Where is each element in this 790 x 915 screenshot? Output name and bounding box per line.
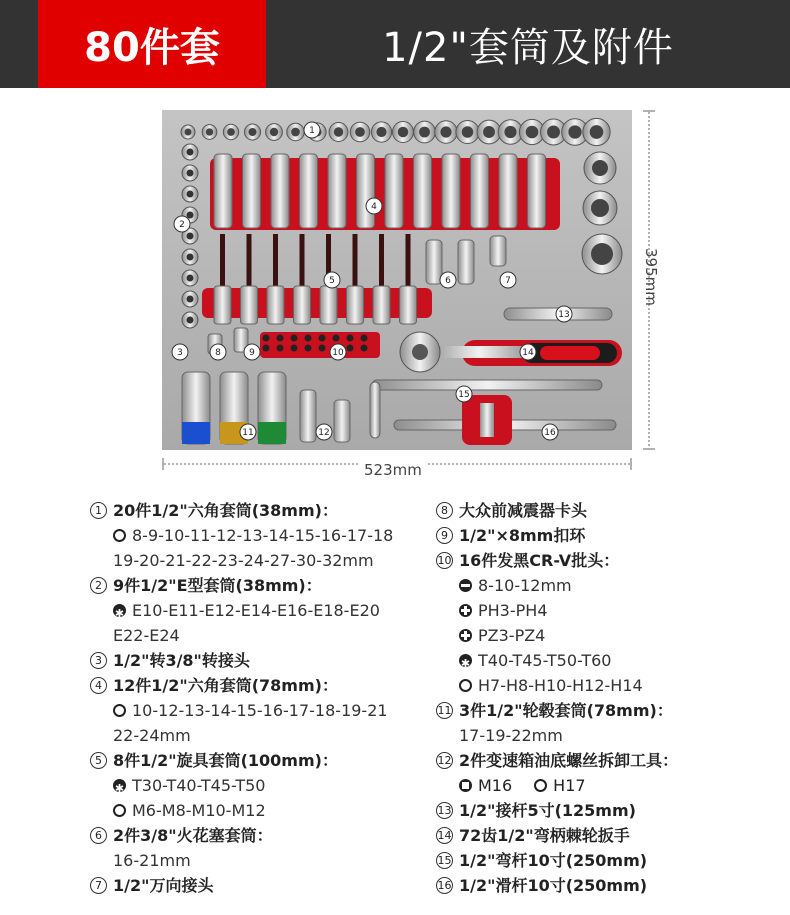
- hex-ring-icon: [459, 679, 472, 692]
- item-number: 10: [437, 554, 452, 567]
- item-number: 12: [437, 754, 452, 767]
- tray-callout: [542, 424, 558, 440]
- list-item: [90, 673, 420, 698]
- tray-callout: [556, 306, 572, 322]
- hex-ring-icon: [534, 779, 547, 792]
- parts-list-right: [436, 498, 776, 898]
- item-number: 15: [437, 854, 452, 867]
- item-number: 7: [90, 877, 107, 894]
- item-number: 2: [90, 577, 107, 594]
- svg-text:10: 10: [332, 348, 344, 358]
- svg-text:15: 15: [458, 390, 470, 400]
- list-item: [436, 848, 776, 873]
- item-title: 1/2"万向接头: [113, 876, 214, 895]
- list-item: [90, 873, 420, 898]
- tool-tray-image: [162, 110, 632, 450]
- list-item: [436, 823, 776, 848]
- svg-text:9: 9: [249, 348, 255, 358]
- item-number: 14: [437, 829, 452, 842]
- tray-callout: [520, 344, 536, 360]
- tray-callout: [440, 272, 456, 288]
- list-item: [90, 823, 420, 848]
- item-title: 3件1/2"轮毂套筒(78mm)：: [459, 701, 673, 720]
- item-spec: ✱ T30-T40-T45-T50: [90, 773, 420, 798]
- header-bar: [0, 0, 790, 88]
- count-badge: 80件套: [38, 0, 266, 88]
- list-item: [436, 748, 776, 773]
- svg-text:5: 5: [329, 276, 335, 286]
- pozidriv-icon: [459, 629, 472, 642]
- item-number: 6: [90, 827, 107, 844]
- tray-callout: [174, 216, 190, 232]
- item-title: 大众前减震器卡头: [459, 501, 588, 520]
- tray-callout: [172, 344, 188, 360]
- tray-callout: [240, 424, 256, 440]
- item-title: 8件1/2"旋具套筒(100mm)：: [113, 751, 338, 770]
- list-item: [436, 798, 776, 823]
- spline-ring-icon: [113, 804, 126, 817]
- item-spec: 16-21mm: [113, 851, 191, 870]
- item-title: 12件1/2"六角套筒(78mm)：: [113, 676, 338, 695]
- item-title: 1/2"弯杆10寸(250mm): [459, 851, 648, 870]
- item-number: 1: [90, 502, 107, 519]
- item-spec: 8-9-10-11-12-13-14-15-16-17-18: [90, 523, 420, 548]
- item-title: 1/2"滑杆10寸(250mm): [459, 876, 648, 895]
- item-number: 13: [437, 804, 452, 817]
- svg-text:7: 7: [505, 276, 511, 286]
- tray-callout: [500, 272, 516, 288]
- item-spec: 22-24mm: [113, 726, 191, 745]
- square-drive-icon: [459, 779, 472, 792]
- parts-list-left: [90, 498, 420, 898]
- svg-text:16: 16: [544, 428, 556, 438]
- svg-text:4: 4: [371, 202, 377, 212]
- item-title: 16件发黑CR-V批头：: [459, 551, 620, 570]
- torx-icon: [459, 654, 472, 667]
- list-item: [436, 698, 776, 723]
- svg-text:13: 13: [558, 310, 570, 320]
- svg-text:11: 11: [242, 428, 254, 438]
- item-title: 2件变速箱油底螺丝拆卸工具：: [459, 751, 679, 770]
- item-title: 72齿1/2"弯柄棘轮扳手: [459, 826, 630, 845]
- tray-callout: [366, 198, 382, 214]
- item-spec: 19-20-21-22-23-24-27-30-32mm: [113, 551, 374, 570]
- item-spec: 8-10-12mm: [436, 573, 776, 598]
- item-number: 11: [437, 704, 452, 717]
- item-title: 9件1/2"E型套筒(38mm)：: [113, 576, 322, 595]
- svg-text:1: 1: [309, 126, 315, 136]
- item-spec: PZ3-PZ4: [436, 623, 776, 648]
- list-item: [436, 548, 776, 573]
- tray-callout: [456, 386, 472, 402]
- svg-text:14: 14: [522, 348, 534, 358]
- item-spec: ✱ T40-T45-T50-T60: [436, 648, 776, 673]
- item-spec: 17-19-22mm: [459, 726, 563, 745]
- list-item: [90, 648, 420, 673]
- height-dimension-label: 395mm: [642, 248, 660, 306]
- item-number: 9: [436, 527, 453, 544]
- hex-ring-icon: [113, 529, 126, 542]
- slotted-icon: [459, 579, 472, 592]
- item-spec: ✱ E10-E11-E12-E14-E16-E18-E20: [90, 598, 420, 623]
- svg-text:12: 12: [318, 428, 330, 438]
- list-item: [436, 523, 776, 548]
- item-number: 8: [436, 502, 453, 519]
- item-number: 16: [437, 879, 452, 892]
- tray-callout: [324, 272, 340, 288]
- svg-text:6: 6: [445, 276, 451, 286]
- torx-icon: [113, 604, 126, 617]
- item-number: 4: [90, 677, 107, 694]
- item-spec: 10-12-13-14-15-16-17-18-19-21: [90, 698, 420, 723]
- item-number: 3: [90, 652, 107, 669]
- item-title: 1/2"接杆5寸(125mm): [459, 801, 636, 820]
- tray-callout: [210, 344, 226, 360]
- tray-callout: [244, 344, 260, 360]
- item-spec: H7-H8-H10-H12-H14: [436, 673, 776, 698]
- svg-text:8: 8: [215, 348, 221, 358]
- svg-text:2: 2: [179, 220, 185, 230]
- phillips-icon: [459, 604, 472, 617]
- item-title: 1/2"转3/8"转接头: [113, 651, 250, 670]
- item-spec: M16 H17: [436, 773, 776, 798]
- tray-callout: [330, 344, 346, 360]
- list-item: [436, 873, 776, 898]
- item-spec: PH3-PH4: [436, 598, 776, 623]
- svg-text:3: 3: [177, 348, 183, 358]
- tray-callout: [304, 122, 320, 138]
- item-spec: E22-E24: [113, 626, 180, 645]
- page-title: 1/2"套筒及附件: [382, 24, 674, 71]
- tray-callout: [316, 424, 332, 440]
- width-dimension-label: 523mm: [360, 461, 426, 479]
- list-item: [436, 498, 776, 523]
- item-title: 1/2"×8mm扣环: [459, 526, 586, 545]
- torx-icon: [113, 779, 126, 792]
- list-item: [90, 573, 420, 598]
- item-spec: M6-M8-M10-M12: [90, 798, 420, 823]
- item-title: 20件1/2"六角套筒(38mm)：: [113, 501, 338, 520]
- list-item: [90, 498, 420, 523]
- hex-ring-icon: [113, 704, 126, 717]
- item-title: 2件3/8"火花塞套筒：: [113, 826, 273, 845]
- list-item: [90, 748, 420, 773]
- item-number: 5: [90, 752, 107, 769]
